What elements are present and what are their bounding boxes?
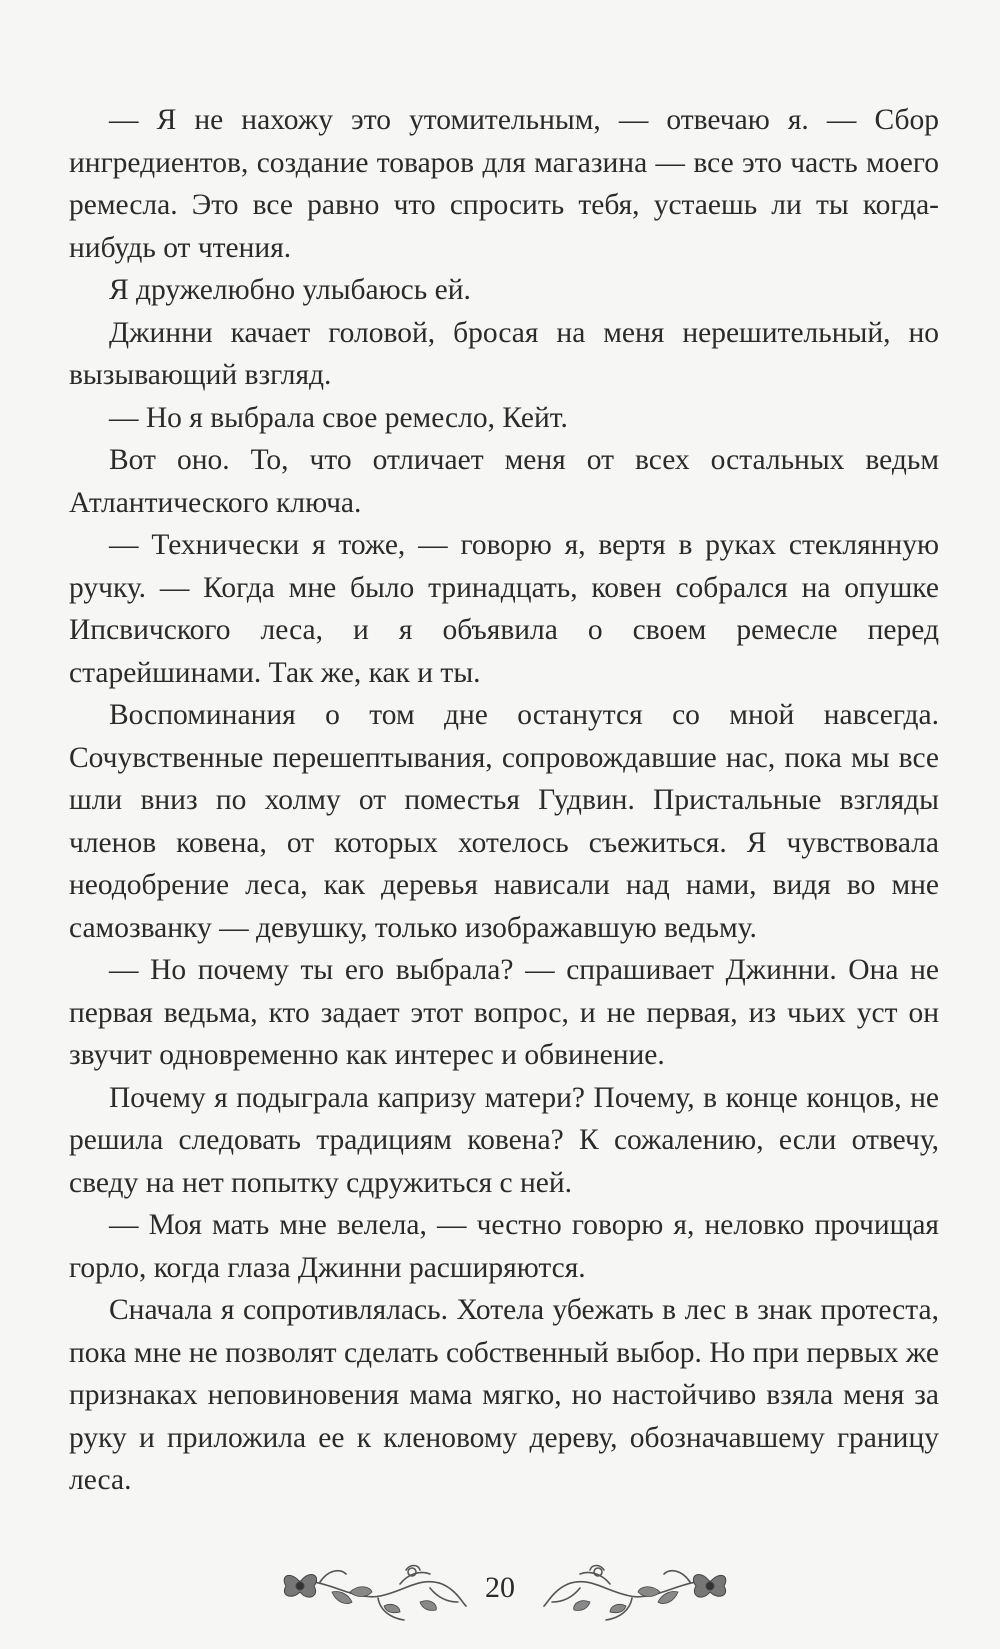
paragraph-7: Воспоминания о том дне останутся со мной навсегда. Сочувственные перешептывания, сопровождавшие нас, пока мы все шли вниз по холму от поместья Гудвин. Пристальные взгляды членов ковена, от которых хотелось съежиться. Я чувствовала неодобрение леса, как деревья нависали над нами, видя во мне самозванку — девушку, только изображавшую ведьму. bbox=[69, 699, 939, 944]
paragraph-8: — Но почему ты его выбрала? — спрашивает Джинни. Она не первая ведьма, кто задает этот вопрос, и не первая, из чьих уст он звучит одновременно как интерес и обвинение. bbox=[69, 954, 939, 1071]
paragraph-6: — Технически я тоже, — говорю я, вертя в руках стеклянную ручку. — Когда мне было тринадцать, ковен собрался на опушке Ипсвичского леса, и я объявила о своем ремесле перед старейшинами. Так же, как и ты. bbox=[69, 529, 939, 689]
paragraph-11: Сначала я сопротивлялась. Хотела убежать в лес в знак протеста, пока мне не позволят сделать собственный выбор. Но при первых же признаках неповиновения мама мягко, но настойчиво взяла меня за руку и приложила ее к кленовому дереву, обозначавшему границу леса. bbox=[69, 1294, 939, 1496]
paragraph-2: Я дружелюбно улыбаюсь ей. bbox=[109, 274, 471, 306]
floral-ornament-icon bbox=[540, 1562, 730, 1630]
paragraph-10: — Моя мать мне велела, — честно говорю я, неловко прочищая горло, когда глаза Джинни расширяются. bbox=[69, 1209, 939, 1284]
page-footer bbox=[0, 1562, 1000, 1632]
paragraph-1: — Я не нахожу это утомительным, — отвечаю я. — Сбор ингредиентов, создание товаров для магазина — все это часть моего ремесла. Это все равно что спросить тебя, устаешь ли ты когда-нибудь от чтения. bbox=[69, 104, 939, 264]
floral-ornament-icon bbox=[280, 1562, 470, 1630]
paragraph-5: Вот оно. То, что отличает меня от всех остальных ведьм Атлантического ключа. bbox=[69, 444, 939, 519]
paragraph-4: — Но я выбрала свое ремесло, Кейт. bbox=[109, 401, 568, 434]
page-number: 20 bbox=[485, 1571, 515, 1604]
body-text bbox=[69, 99, 939, 1502]
paragraph-9: Почему я подыграла капризу матери? Почему, в конце концов, не решила следовать традициям ковена? К сожалению, если отвечу, сведу на нет попытку сдружиться с ней. bbox=[69, 1081, 939, 1199]
paragraph-3: Джинни качает головой, бросая на меня нерешительный, но вызывающий взгляд. bbox=[69, 316, 939, 391]
